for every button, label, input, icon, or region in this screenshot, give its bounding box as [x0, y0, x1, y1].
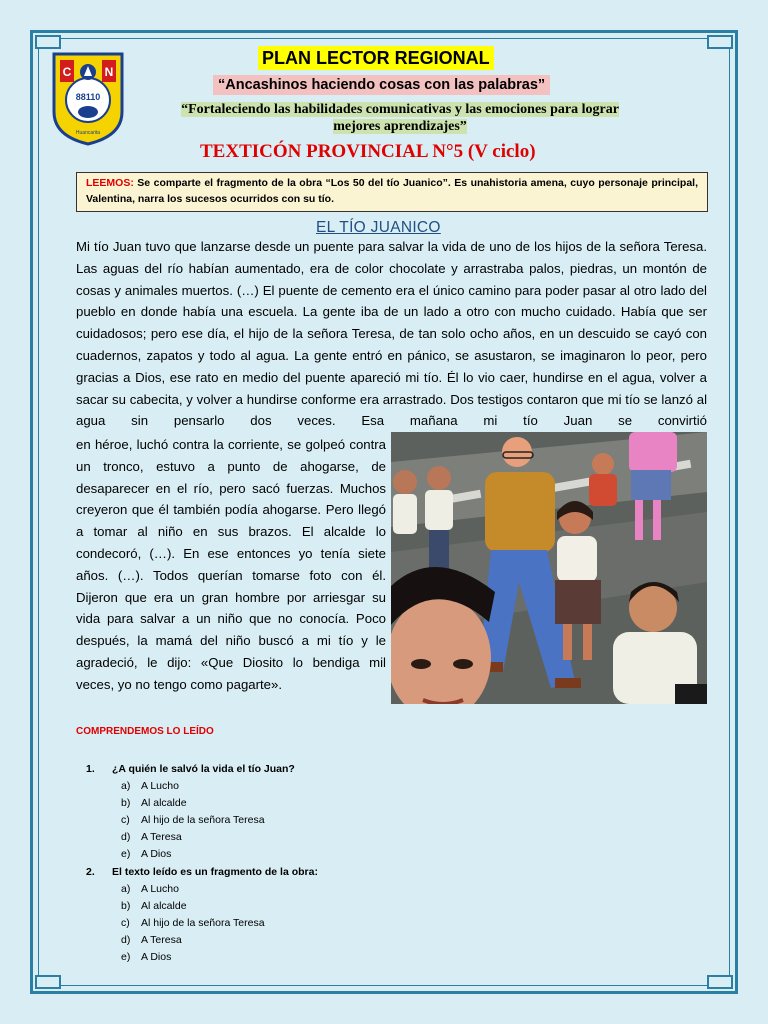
option-letter: c) [121, 814, 130, 826]
option-letter: d) [121, 934, 131, 946]
intro-box [76, 172, 708, 212]
option-letter: a) [121, 883, 131, 895]
option-text: Al hijo de la señora Teresa [141, 917, 265, 929]
option-text: A Dios [141, 951, 172, 963]
frame-corner-bottom-left [35, 975, 61, 989]
tagline-line-2: mejores aprendizajes” [333, 119, 467, 134]
project-subtitle: “Ancashinos haciendo cosas con las palabras” [213, 75, 550, 95]
story-paragraph-2: en héroe, luchó contra la corriente, se golpeó contra un tronco, estuvo a punto de ahogarse, de desaparecer en el río, pero sacó fuerzas. Muchos creyeron que él también podía ahogarse. Pero llegó a tomar al niño en sus brazos. El alcalde lo condecoró, (…). En ese entonces yo tenía siete años. (…). Todos querían tomarse foto con él. Dijeron que era un gran hombre por arriesgar su vida para salvar a un niño que no conocía. Poco después, la mamá del niño buscó a mi tío y le agradeció, le dijo: «Que Diosito lo bendiga mil veces, yo no tengo como pagarte». [76, 437, 386, 692]
answer-option[interactable] [86, 915, 686, 932]
option-text: A Teresa [141, 934, 182, 946]
answer-option[interactable] [86, 778, 686, 795]
question-list [86, 760, 686, 966]
option-text: Al alcalde [141, 900, 187, 912]
story-paragraph-1: Mi tío Juan tuvo que lanzarse desde un puente para salvar la vida de uno de los hijos de la señora Teresa. Las aguas del río habían aumentado, era de color chocolate y arrastraba palos, piedras, un montón de cosas y animales muertos. (…) El puente de cemento era el único camino para poder pasar al otro lado del pueblo en donde había una escuela. La gente iba de un lado a otro con mucho cuidado. Había que ser cuidadosos; pero ese día, el hijo de la señora Teresa, de tan solo ocho años, en un descuido se cayó con cuadernos, zapatos y todo al agua. La gente entró en pánico, se asustaron, se imaginaron lo peor, pero gracias a Dios, ese rato en medio del puente apareció mi tío. Él lo vio caer, hundirse en el agua, volver a sacar su cabecita, y volver a hundirse conforme era arrastrado. Dos testigos contaron que mi tío se lanzó al agua sin pensarlo dos veces. Esa mañana mi tío Juan se convirtió [76, 239, 707, 429]
intro-label: LEEMOS: [86, 177, 134, 189]
question-number: 1. [86, 763, 95, 775]
answer-option[interactable] [86, 898, 686, 915]
story-title: EL TÍO JUANICO [316, 219, 441, 236]
logo-letter-n: N [104, 65, 114, 79]
answer-option[interactable] [86, 795, 686, 812]
logo-school-number: 88110 [75, 92, 101, 102]
texticon-heading: TEXTICÓN PROVINCIAL N°5 (V ciclo) [200, 141, 536, 162]
question-1 [86, 760, 686, 778]
option-text: A Dios [141, 848, 172, 860]
answer-option[interactable] [86, 932, 686, 949]
answer-option[interactable] [86, 812, 686, 829]
answer-option[interactable] [86, 829, 686, 846]
answer-option[interactable] [86, 846, 686, 863]
project-tagline [150, 101, 650, 135]
option-text: A Lucho [141, 883, 179, 895]
option-text: Al alcalde [141, 797, 187, 809]
option-letter: e) [121, 951, 131, 963]
comprehension-section-title: COMPRENDEMOS LO LEÍDO [76, 726, 214, 737]
answer-option[interactable] [86, 881, 686, 898]
option-letter: c) [121, 917, 130, 929]
option-text: Al hijo de la señora Teresa [141, 814, 265, 826]
frame-corner-top-right [707, 35, 733, 49]
page-title: PLAN LECTOR REGIONAL [258, 46, 494, 70]
logo-bottom-text: Huancarita [75, 130, 101, 136]
intro-text: Se comparte el fragmento de la obra “Los 50 del tío Juanico”. Es unahistoria amena, cuyo personaje principal, Valentina, narra los sucesos ocurridos con su tío. [86, 177, 698, 205]
option-letter: e) [121, 848, 131, 860]
option-letter: a) [121, 780, 131, 792]
logo-letter-c: C [62, 65, 72, 79]
question-number: 2. [86, 866, 95, 878]
question-1-options [86, 778, 686, 863]
option-letter: b) [121, 900, 131, 912]
question-2 [86, 863, 686, 881]
frame-corner-bottom-right [707, 975, 733, 989]
tagline-line-1: “Fortaleciendo las habilidades comunicativas y las emociones para lograr [181, 102, 619, 117]
question-text: El texto leído es un fragmento de la obra: [112, 866, 318, 878]
school-crest-logo [52, 52, 124, 146]
question-2-options [86, 881, 686, 966]
option-text: A Teresa [141, 831, 182, 843]
option-letter: d) [121, 831, 131, 843]
question-text: ¿A quién le salvó la vida el tío Juan? [112, 763, 295, 775]
answer-option[interactable] [86, 949, 686, 966]
option-letter: b) [121, 797, 131, 809]
story-illustration [391, 432, 707, 704]
frame-corner-top-left [35, 35, 61, 49]
option-text: A Lucho [141, 780, 179, 792]
